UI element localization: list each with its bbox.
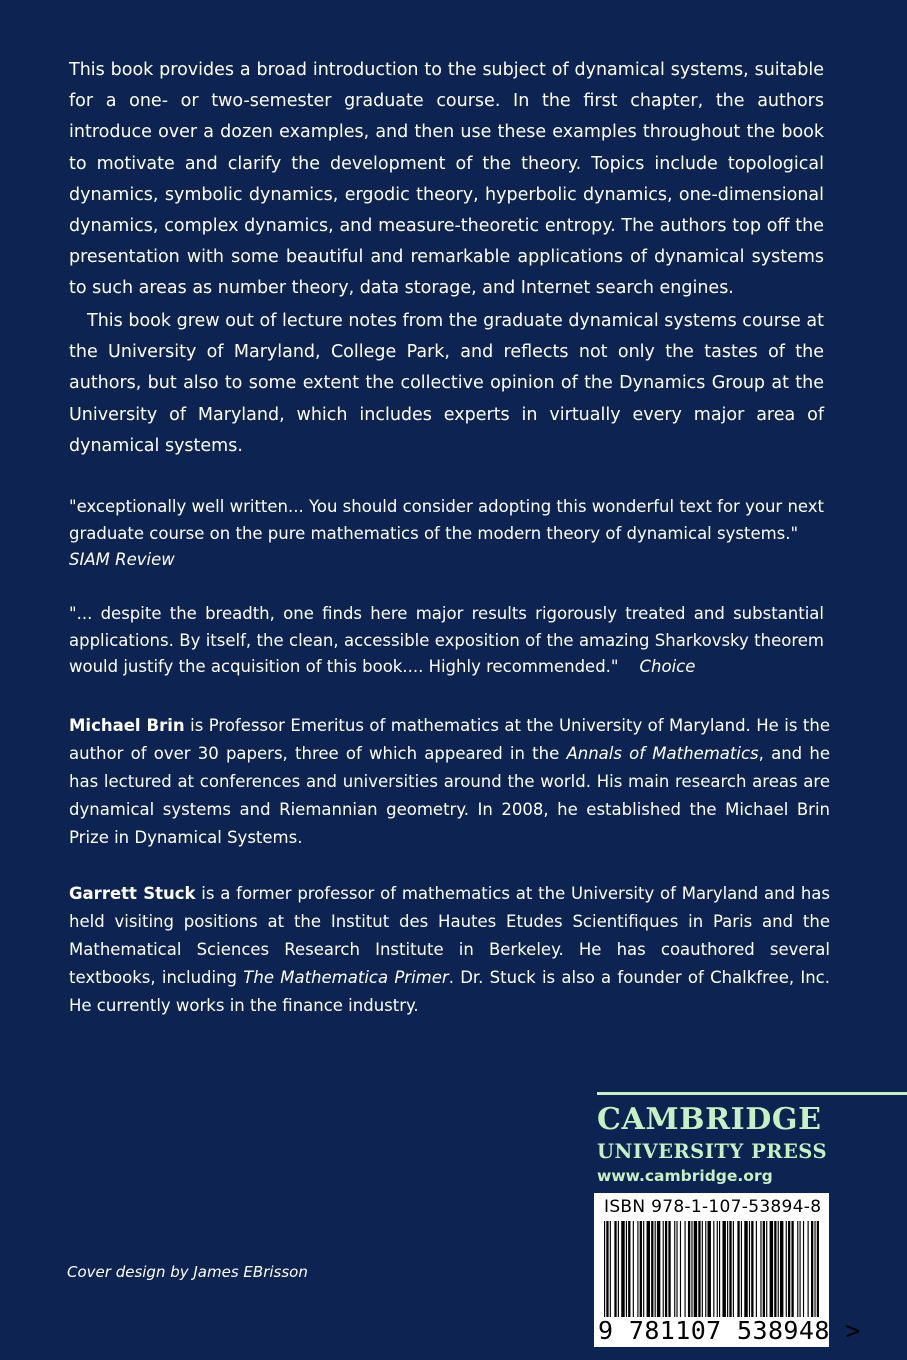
review-quote: "exceptionally well written... You should consider adopting this wonderful text for your next graduate course on the pure mathematics of the modern theory of dynamical systems." [69, 497, 824, 543]
barcode-bar [814, 1221, 815, 1317]
barcode-bar [778, 1221, 779, 1317]
author-bio-stuck [69, 880, 830, 1020]
review-source: Choice [639, 657, 696, 676]
barcode-bar [663, 1221, 664, 1317]
description-paragraph-1: This book provides a broad introduction to the subject of dynamical systems, suitable for a one- or two-semester graduate course. In the first chapter, the authors introduce over a dozen examples, and then use these examples throughout the book to motivate and clarify the development of the theory. Topics include topological dynamics, symbolic dynamics, ergodic theory, hyperbolic dynamics, one-dimensional dynamics, complex dynamics, and measure-theoretic entropy. The authors top off the presentation with some beautiful and remarkable applications of dynamical systems to such areas as number theory, data storage, and Internet search engines. [69, 60, 824, 299]
barcode-bar [774, 1221, 776, 1317]
barcode-bar [737, 1221, 739, 1317]
barcode-bar [808, 1221, 809, 1317]
publisher-name: CAMBRIDGE [597, 1102, 822, 1137]
author-bio-text: is a former professor of mathematics at the University of Maryland and has held visiting positions at the Institut des Hautes Etudes Scientifiques in Paris and the Mathematical Sciences Research Institute in Berkeley. He has coauthored several textbooks, including [69, 884, 831, 987]
barcode [594, 1193, 861, 1347]
barcode-bar [643, 1221, 644, 1317]
barcode-bar [811, 1221, 813, 1317]
barcode-bar [744, 1221, 747, 1317]
barcode-bar [719, 1221, 720, 1317]
author-name: Garrett Stuck [69, 884, 196, 903]
barcode-bar [691, 1221, 692, 1317]
barcode-bar [614, 1221, 616, 1317]
author-bio-brin [69, 712, 830, 852]
barcode-bar [756, 1221, 757, 1317]
journal-title: Annals of Mathematics [566, 744, 759, 763]
barcode-bar [606, 1221, 608, 1317]
publisher-subname: UNIVERSITY PRESS [597, 1140, 828, 1163]
barcode-bar [621, 1221, 624, 1317]
barcode-bar [610, 1221, 611, 1317]
barcode-bar [766, 1221, 767, 1317]
barcode-bar [626, 1221, 627, 1317]
barcode-bar [657, 1221, 660, 1317]
barcode-bar [685, 1221, 686, 1317]
barcode-bar [722, 1221, 725, 1317]
barcode-digits: 9 781107 538948 > [598, 1316, 861, 1345]
barcode-bar [751, 1221, 753, 1317]
barcode-bar [651, 1221, 653, 1317]
barcode-bar [727, 1221, 728, 1317]
barcode-bar [655, 1221, 656, 1317]
barcode-bar [637, 1221, 638, 1317]
barcode-bar [733, 1221, 734, 1317]
book-title: The Mathematica Primer [243, 968, 449, 987]
barcode-bar [717, 1221, 718, 1317]
author-bio-text: . Dr. Stuck is also a founder of Chalkfree, Inc. He currently works in the finance industry. [69, 968, 830, 1015]
barcode-bar [780, 1221, 783, 1317]
barcode-bar [674, 1221, 675, 1317]
barcode-bar [729, 1221, 731, 1317]
barcode-bar [647, 1221, 650, 1317]
barcode-bar [665, 1221, 667, 1317]
review-quote: "... despite the breadth, one finds here major results rigorously treated and substantial applications. By itself, the clean, accessible exposition of the amazing Sharkovsky theorem would justify the acquisition of this book.... Highly recommended." [69, 604, 824, 676]
barcode-bar [760, 1221, 761, 1317]
barcode-bar [803, 1221, 804, 1317]
barcode-bar [702, 1221, 703, 1317]
author-bio-text: , and he has lectured at conferences and universities around the world. His main research areas are dynamical systems and Riemannian geometry. In 2008, he established the Michael Brin Prize in Dynamical Systems. [69, 744, 830, 847]
author-bio-text: is Professor Emeritus of mathematics at the University of Maryland. He is the author of over 30 papers, three of which appeared in the [69, 716, 830, 763]
barcode-bar [628, 1221, 630, 1317]
description-paragraph-2: This book grew out of lecture notes from the graduate dynamical systems course at the University of Maryland, College Park, and reflects not only the tastes of the authors, but also to some extent the collective opinion of the Dynamics Group at the University of Maryland, which includes experts in virtually every major area of dynamical systems. [69, 311, 824, 456]
isbn-label: ISBN 978-1-107-53894-8 [604, 1197, 822, 1217]
barcode-bar [640, 1221, 642, 1317]
barcode-bar [705, 1221, 706, 1317]
publisher-website[interactable]: www.cambridge.org [597, 1167, 773, 1185]
barcode-bar [618, 1221, 619, 1317]
barcode-bar [668, 1221, 670, 1317]
publisher-rule [597, 1092, 907, 1095]
barcode-bar [817, 1221, 819, 1317]
barcode-bar [741, 1221, 742, 1317]
barcode-bar [770, 1221, 773, 1317]
barcode-bar [604, 1221, 605, 1317]
barcode-bar [708, 1221, 711, 1317]
review-siam [69, 494, 824, 574]
barcode-bar [676, 1221, 677, 1317]
barcode-bar [749, 1221, 750, 1317]
barcode-bars [604, 1221, 819, 1317]
review-source: SIAM Review [69, 550, 175, 569]
barcode-bar [680, 1221, 681, 1317]
cover-credit: Cover design by James EBrisson [67, 1263, 308, 1281]
barcode-bar [797, 1221, 798, 1317]
barcode-bar [633, 1221, 634, 1317]
barcode-bar [786, 1221, 787, 1317]
barcode-bar [698, 1221, 700, 1317]
barcode-bar [763, 1221, 765, 1317]
barcode-bar [694, 1221, 697, 1317]
review-choice [69, 601, 824, 681]
barcode-bar [713, 1221, 714, 1317]
barcode-bar [791, 1221, 793, 1317]
barcode-bar [688, 1221, 690, 1317]
barcode-bar [788, 1221, 790, 1317]
barcode-bar [800, 1221, 801, 1317]
author-name: Michael Brin [69, 716, 185, 735]
